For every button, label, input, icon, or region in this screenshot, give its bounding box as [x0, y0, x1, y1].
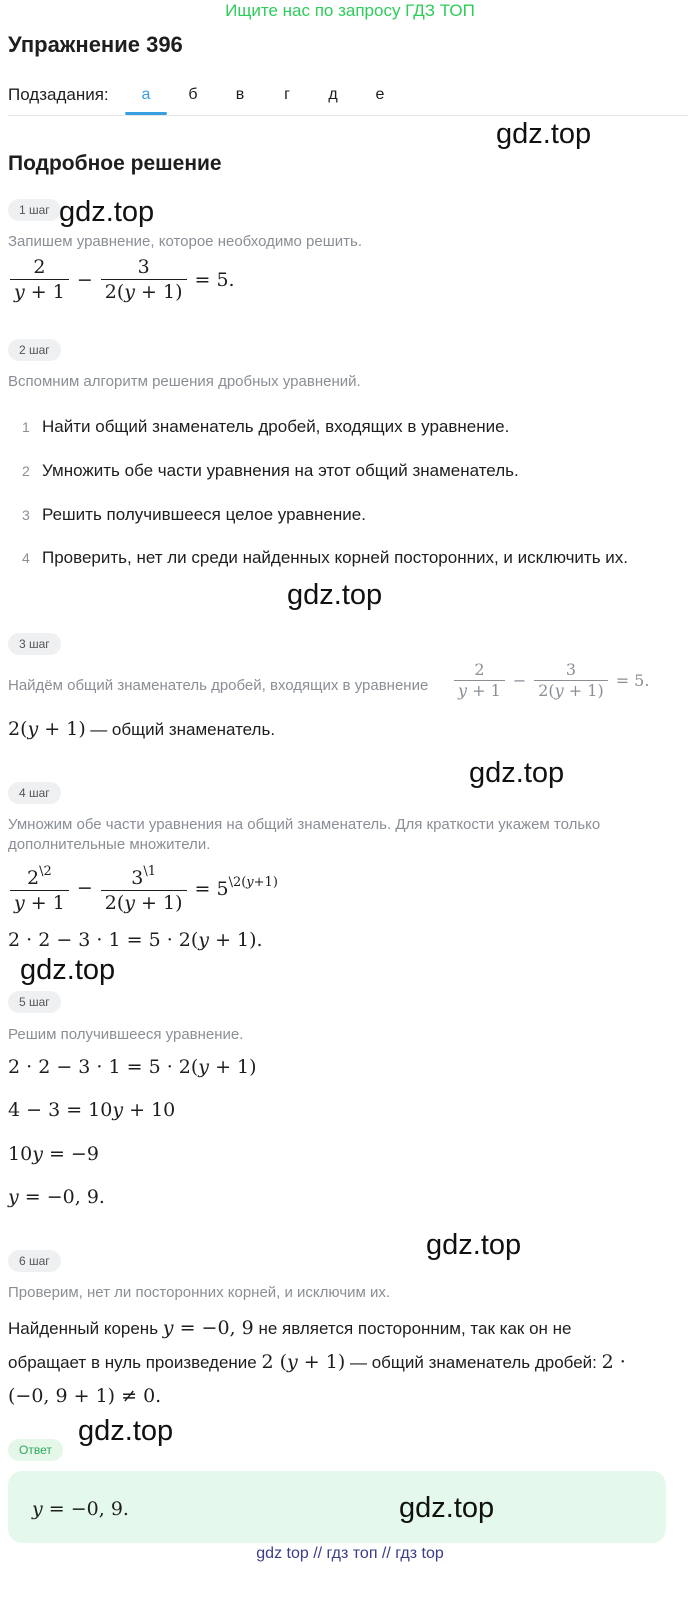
step-text: Найдём общий знаменатель дробей, входящих в уравнение [8, 677, 429, 694]
equation: 4 − 3 = 10y + 10 [8, 1099, 176, 1121]
answer-badge: Ответ [8, 1439, 63, 1461]
watermark: gdz.top [496, 118, 592, 150]
step-text: Запишем уравнение, которое необходимо решить. [8, 233, 363, 250]
list-item: 3 Решить получившееся целое уравнение. [22, 505, 366, 524]
step-badge: 1 шаг [8, 199, 61, 221]
active-tab-indicator [125, 112, 167, 115]
step-text: Умножим обе части уравнения на общий знаменатель. Для краткости укажем только [8, 816, 601, 833]
footer-links[interactable]: gdz top // гдз топ // гдз top [256, 1545, 444, 1562]
tab-g[interactable]: г [284, 86, 290, 103]
step-text: дополнительные множители. [8, 836, 211, 853]
equation: $\frac{2}{y + 1}$ − $\frac{3}{2(y + 1)}$ = 5. [8, 255, 241, 304]
step-badge: 3 шаг [8, 633, 61, 655]
subtasks-label: Подзадания: [8, 85, 109, 104]
equation: 2 · 2 − 3 · 1 = 5 · 2(y + 1) [8, 1056, 257, 1078]
answer-value: y = −0, 9. [32, 1498, 129, 1520]
watermark: gdz.top [469, 757, 565, 789]
step-badge: 4 шаг [8, 782, 61, 804]
step-text: Вспомним алгоритм решения дробных уравнений. [8, 373, 361, 390]
equation: (−0, 9 + 1) ≠ 0. [8, 1385, 162, 1407]
tab-v[interactable]: в [235, 86, 245, 103]
subtask-tabs [8, 82, 688, 116]
watermark: gdz.top [59, 196, 155, 228]
equation: $\frac{2}{y + 1}$ − $\frac{3}{2(y + 1)}$ = 5. [452, 660, 655, 701]
list-item: 2 Умножить обе части уравнения на этот общий знаменатель. [22, 461, 519, 480]
watermark: gdz.top [78, 1415, 174, 1447]
equation: $\frac{2^{\backslash 2}}{y + 1}$ − $\frac{3^{\backslash 1}}{2(y + 1)}$ = $5^{\backslash 2(y+1)}$ [8, 860, 284, 915]
equation: y = −0, 9. [8, 1186, 105, 1208]
equation: 2 · 2 − 3 · 1 = 5 · 2(y + 1). [8, 929, 263, 951]
list-item: 4 Проверить, нет ли среди найденных корней посторонних, и исключить их. [22, 548, 629, 567]
tab-d[interactable]: д [328, 86, 338, 103]
equation: 10y = −9 [8, 1143, 99, 1165]
watermark: gdz.top [426, 1229, 522, 1261]
step-text: Проверим, нет ли посторонних корней, и исключим их. [8, 1284, 391, 1301]
solution-heading: Подробное решение [8, 152, 222, 175]
page-title: Упражнение 396 [8, 32, 183, 57]
watermark: gdz.top [20, 954, 116, 986]
common-denominator: 2(y + 1) — общий знаменатель. [8, 718, 276, 740]
step-text: Решим получившееся уравнение. [8, 1026, 244, 1043]
watermark: gdz.top [287, 579, 383, 611]
list-item: 1 Найти общий знаменатель дробей, входящих в уравнение. [22, 417, 510, 436]
check-line-1: Найденный корень y = −0, 9 не является посторонним, так как он не [8, 1317, 572, 1339]
step-badge: 5 шаг [8, 991, 61, 1013]
check-line-2: обращает в нуль произведение 2 (y + 1) — общий знаменатель дробей: 2 · [8, 1351, 626, 1373]
tab-a[interactable]: а [141, 86, 151, 103]
tab-b[interactable]: б [188, 86, 198, 103]
tab-e[interactable]: е [375, 86, 385, 103]
step-badge: 6 шаг [8, 1250, 61, 1272]
watermark: gdz.top [399, 1492, 495, 1524]
promo-banner: Ищите нас по запросу ГДЗ ТОП [225, 1, 475, 20]
step-badge: 2 шаг [8, 339, 61, 361]
